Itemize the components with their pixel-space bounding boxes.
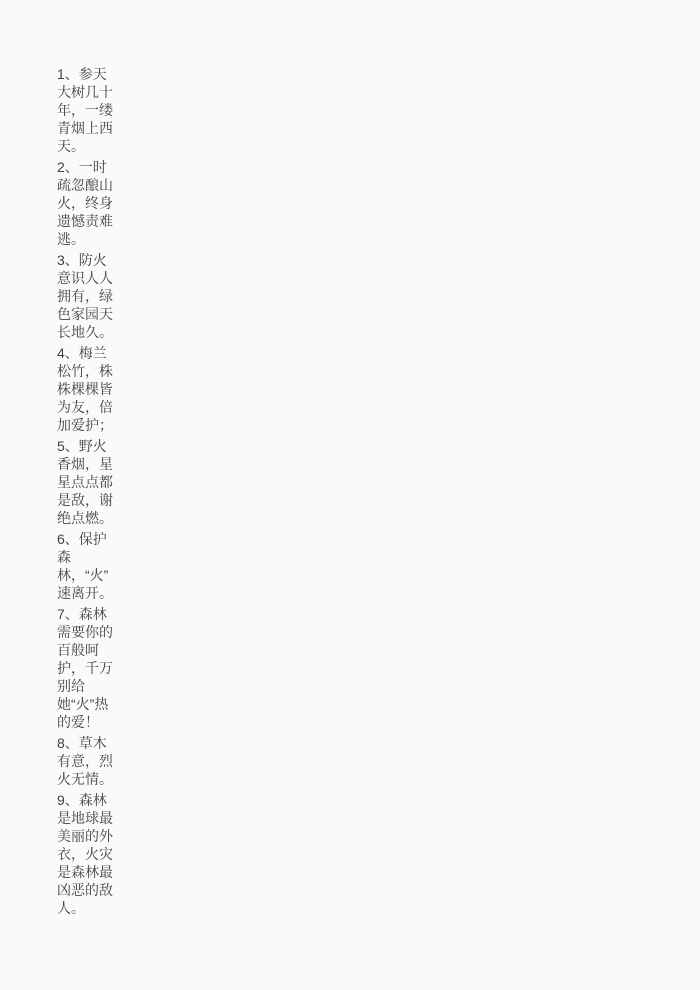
slogan-list: [57, 65, 120, 920]
slogan-item-3: 3、防火意识人人拥有，绿色家园天长地久。: [57, 252, 113, 340]
slogan-item-4: 4、梅兰松竹，株株棵棵皆为友，倍加爱护；: [57, 345, 113, 433]
slogan-item-1: 1、参天大树几十年，一缕青烟上西天。: [57, 66, 113, 154]
slogan-item-2: 2、一时疏忽酿山火，终身遗憾责难逃。: [57, 159, 113, 247]
slogan-item-8: 8、草木有意，烈火无情。: [57, 735, 113, 787]
slogan-item-5: 5、野火香烟，星星点点都是敌，谢绝点燃。: [57, 438, 113, 526]
slogan-item-9: 9、森林是地球最美丽的外衣，火灾是森林最凶恶的敌人。: [57, 792, 113, 916]
slogan-item-7: 7、森林需要你的百般呵护，千万别给她“火”热的爱！: [57, 606, 113, 730]
slogan-item-6: 6、保护森林，“火”速离开。: [57, 531, 113, 601]
